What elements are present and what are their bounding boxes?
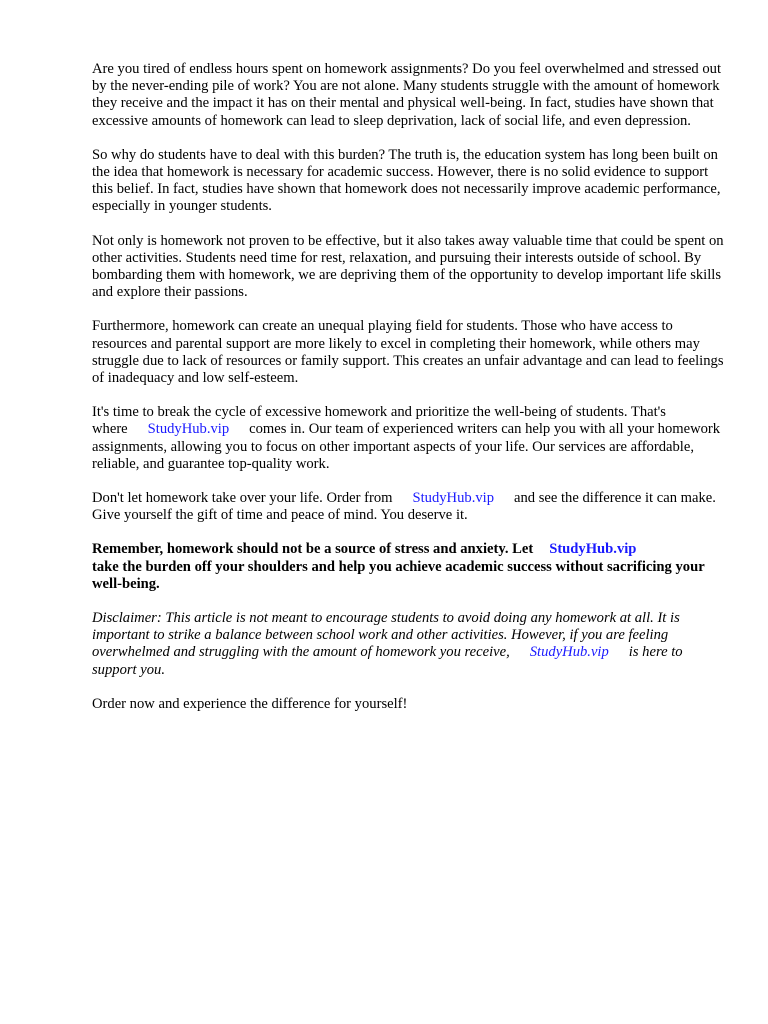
studyhub-link[interactable]: StudyHub.vip [549, 541, 637, 558]
paragraph-service-text-after: comes in. Our team of experienced writers can help you with all your homework assignments, allowing you to focus on other important aspects of your life. Our services are affordable, reliable, and guarantee top-quality work. [92, 421, 721, 472]
document-body [92, 61, 724, 730]
paragraph-time-text: Not only is homework not proven to be effective, but it also takes away valuable time that could be spent on other activities. Students need time for rest, relaxation, and pursuing their interests outside of school. By bombarding them with homework, we are depriving them of the opportunity to develop important life skills and explore their passions. [92, 232, 724, 301]
paragraph-closing-text: Order now and experience the difference for yourself! [92, 695, 408, 712]
paragraph-disclaimer [92, 610, 724, 679]
paragraph-intro [92, 61, 724, 130]
studyhub-link[interactable]: StudyHub.vip [412, 490, 494, 507]
paragraph-remember [92, 541, 724, 593]
paragraph-order [92, 490, 724, 524]
paragraph-closing [92, 696, 724, 713]
paragraph-disclaimer-text-before: Disclaimer: This article is not meant to encourage students to avoid doing any homework at all. It is important to strike a balance between school work and other activities. However, if you are feeling overwhelmed and struggling with the amount of homework you receive, [92, 610, 680, 661]
paragraph-intro-text: Are you tired of endless hours spent on homework assignments? Do you feel overwhelmed and stressed out by the never-ending pile of work? You are not alone. Many students struggle with the amount of homework they receive and the impact it has on their mental and physical well-being. In fact, studies have shown that excessive amounts of homework can lead to sleep deprivation, lack of social life, and even depression. [92, 61, 722, 129]
paragraph-order-text-before: Don't let homework take over your life. Order from [92, 490, 393, 507]
paragraph-burden [92, 147, 724, 216]
paragraph-inequality [92, 318, 724, 387]
paragraph-inequality-text: Furthermore, homework can create an unequal playing field for students. Those who have access to resources and parental support are more likely to excel in completing their homework, while others may struggle due to lack of resources or family support. This creates an unfair advantage and can lead to feelings of inadequacy and low self-esteem. [92, 318, 724, 387]
paragraph-disclaimer-text-after: is here to support you. [92, 644, 683, 678]
paragraph-remember-text-before: Remember, homework should not be a source of stress and anxiety. Let [92, 541, 534, 558]
paragraph-order-text-after: and see the difference it can make. Give yourself the gift of time and peace of mind. You deserve it. [92, 490, 716, 524]
paragraph-service-text-before: It's time to break the cycle of excessive homework and prioritize the well-being of students. That's where [92, 404, 666, 438]
paragraph-remember-text-after: take the burden off your shoulders and help you achieve academic success without sacrificing your well-being. [92, 558, 705, 592]
paragraph-burden-text: So why do students have to deal with this burden? The truth is, the education system has long been built on the idea that homework is necessary for academic success. However, there is no solid evidence to support this belief. In fact, studies have shown that homework does not necessarily improve academic performance, especially in younger students. [92, 146, 721, 215]
studyhub-link[interactable]: StudyHub.vip [147, 421, 230, 438]
paragraph-service [92, 404, 724, 473]
paragraph-time [92, 233, 724, 302]
studyhub-link[interactable]: StudyHub.vip [529, 644, 609, 661]
